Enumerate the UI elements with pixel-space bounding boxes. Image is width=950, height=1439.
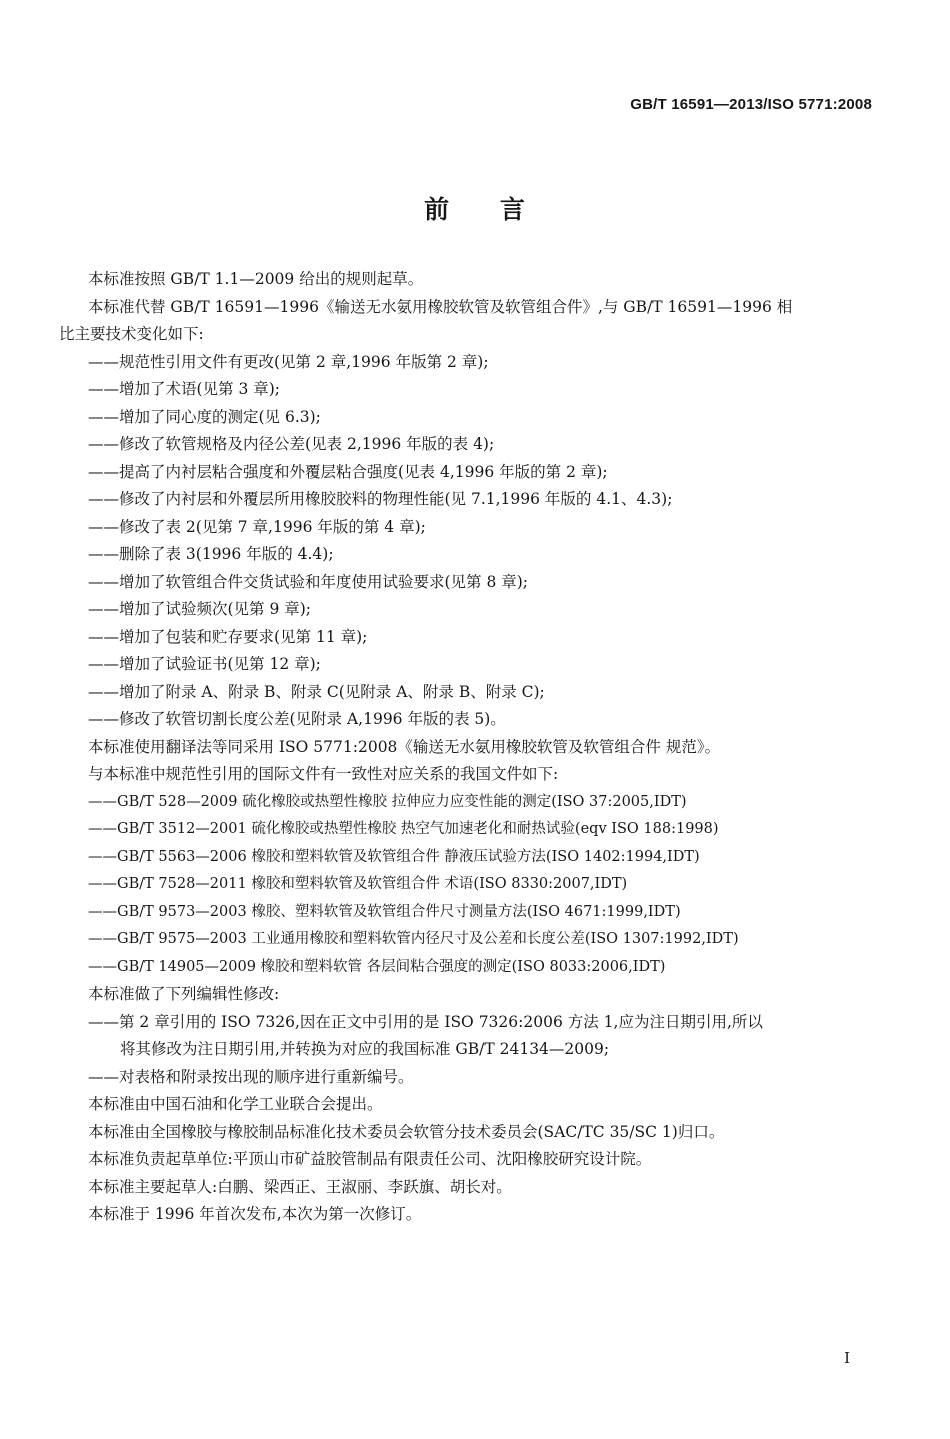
change-item: ——修改了表 2(见第 7 章,1996 年版的第 4 章); — [88, 517, 426, 536]
change-item: ——增加了附录 A、附录 B、附录 C(见附录 A、附录 B、附录 C); — [88, 682, 545, 701]
page-title: 前 言 — [424, 195, 526, 224]
standard-item: ——GB/T 528—2009 硫化橡胶或热塑性橡胶 拉伸应力应变性能的测定(ISO 37:2005,IDT) — [88, 793, 687, 810]
editorial-item-continued: 将其修改为注日期引用,并转换为对应的我国标准 GB/T 24134—2009; — [120, 1040, 610, 1058]
paragraph-technical-committee: 本标准由全国橡胶与橡胶制品标准化技术委员会软管分技术委员会(SAC/TC 35/SC 1)归口。 — [88, 1122, 725, 1141]
standard-item: ——GB/T 7528—2011 橡胶和塑料软管及软管组合件 术语(ISO 8330:2007,IDT) — [88, 876, 628, 892]
change-item: ——增加了术语(见第 3 章); — [88, 380, 281, 398]
change-item: ——增加了软管组合件交货试验和年度使用试验要求(见第 8 章); — [88, 572, 529, 591]
standard-item: ——GB/T 14905—2009 橡胶和塑料软管 各层间粘合强度的测定(ISO 8033:2006,IDT) — [88, 958, 666, 975]
paragraph-editorial-changes: 本标准做了下列编辑性修改: — [88, 985, 280, 1003]
change-item: ——修改了内衬层和外覆层所用橡胶胶料的物理性能(见 7.1,1996 年版的 4.1、4.3); — [88, 490, 673, 508]
paragraph-replaces-continued: 比主要技术变化如下: — [59, 325, 204, 343]
standard-item: ——GB/T 9575—2003 工业通用橡胶和塑料软管内径尺寸及公差和长度公差(ISO 1307:1992,IDT) — [88, 931, 739, 947]
change-item: ——规范性引用文件有更改(见第 2 章,1996 年版第 2 章); — [88, 352, 489, 371]
paragraph-drafters: 本标准主要起草人:白鹏、梁西正、王淑丽、李跃旗、胡长对。 — [88, 1177, 512, 1196]
document-body — [59, 266, 878, 1229]
change-item: ——修改了软管规格及内径公差(见表 2,1996 年版的表 4); — [88, 435, 495, 453]
paragraph-proposed-by: 本标准由中国石油和化学工业联合会提出。 — [88, 1095, 383, 1113]
paragraph-corresponding-docs: 与本标准中规范性引用的国际文件有一致性对应关系的我国文件如下: — [88, 765, 559, 783]
change-item: ——提高了内衬层粘合强度和外覆层粘合强度(见表 4,1996 年版的第 2 章); — [88, 462, 608, 481]
change-item: ——增加了试验证书(见第 12 章); — [88, 655, 321, 673]
standard-item: ——GB/T 3512—2001 硫化橡胶或热塑性橡胶 热空气加速老化和耐热试验(eqv ISO 188:1998) — [88, 821, 719, 837]
editorial-item: ——对表格和附录按出现的顺序进行重新编号。 — [88, 1067, 414, 1086]
paragraph-release-history: 本标准于 1996 年首次发布,本次为第一次修订。 — [88, 1205, 422, 1223]
change-item: ——增加了试验频次(见第 9 章); — [88, 600, 312, 618]
standard-code-header: GB/T 16591—2013/ISO 5771:2008 — [630, 96, 872, 113]
change-item: ——增加了同心度的测定(见 6.3); — [88, 407, 321, 426]
page-number: I — [844, 1349, 850, 1367]
change-item: ——修改了软管切割长度公差(见附录 A,1996 年版的表 5)。 — [88, 710, 506, 728]
editorial-item: ——第 2 章引用的 ISO 7326,因在正文中引用的是 ISO 7326:2006 方法 1,应为注日期引用,所以 — [88, 1012, 763, 1031]
paragraph-replaces: 本标准代替 GB/T 16591—1996《输送无水氨用橡胶软管及软管组合件》,与 GB/T 16591—1996 相 — [88, 297, 793, 316]
paragraph-drafting-rules: 本标准按照 GB/T 1.1—2009 给出的规则起草。 — [88, 270, 424, 288]
change-item: ——删除了表 3(1996 年版的 4.4); — [88, 545, 334, 563]
standard-item: ——GB/T 9573—2003 橡胶、塑料软管及软管组合件尺寸测量方法(ISO 4671:1999,IDT) — [88, 903, 681, 920]
paragraph-drafting-units: 本标准负责起草单位:平顶山市矿益胶管制品有限责任公司、沈阳橡胶研究设计院。 — [88, 1150, 652, 1168]
standard-item: ——GB/T 5563—2006 橡胶和塑料软管及软管组合件 静液压试验方法(ISO 1402:1994,IDT) — [88, 848, 700, 865]
paragraph-iso-adoption: 本标准使用翻译法等同采用 ISO 5771:2008《输送无水氨用橡胶软管及软管组合件 规范》。 — [88, 737, 721, 756]
change-item: ——增加了包装和贮存要求(见第 11 章); — [88, 627, 368, 646]
